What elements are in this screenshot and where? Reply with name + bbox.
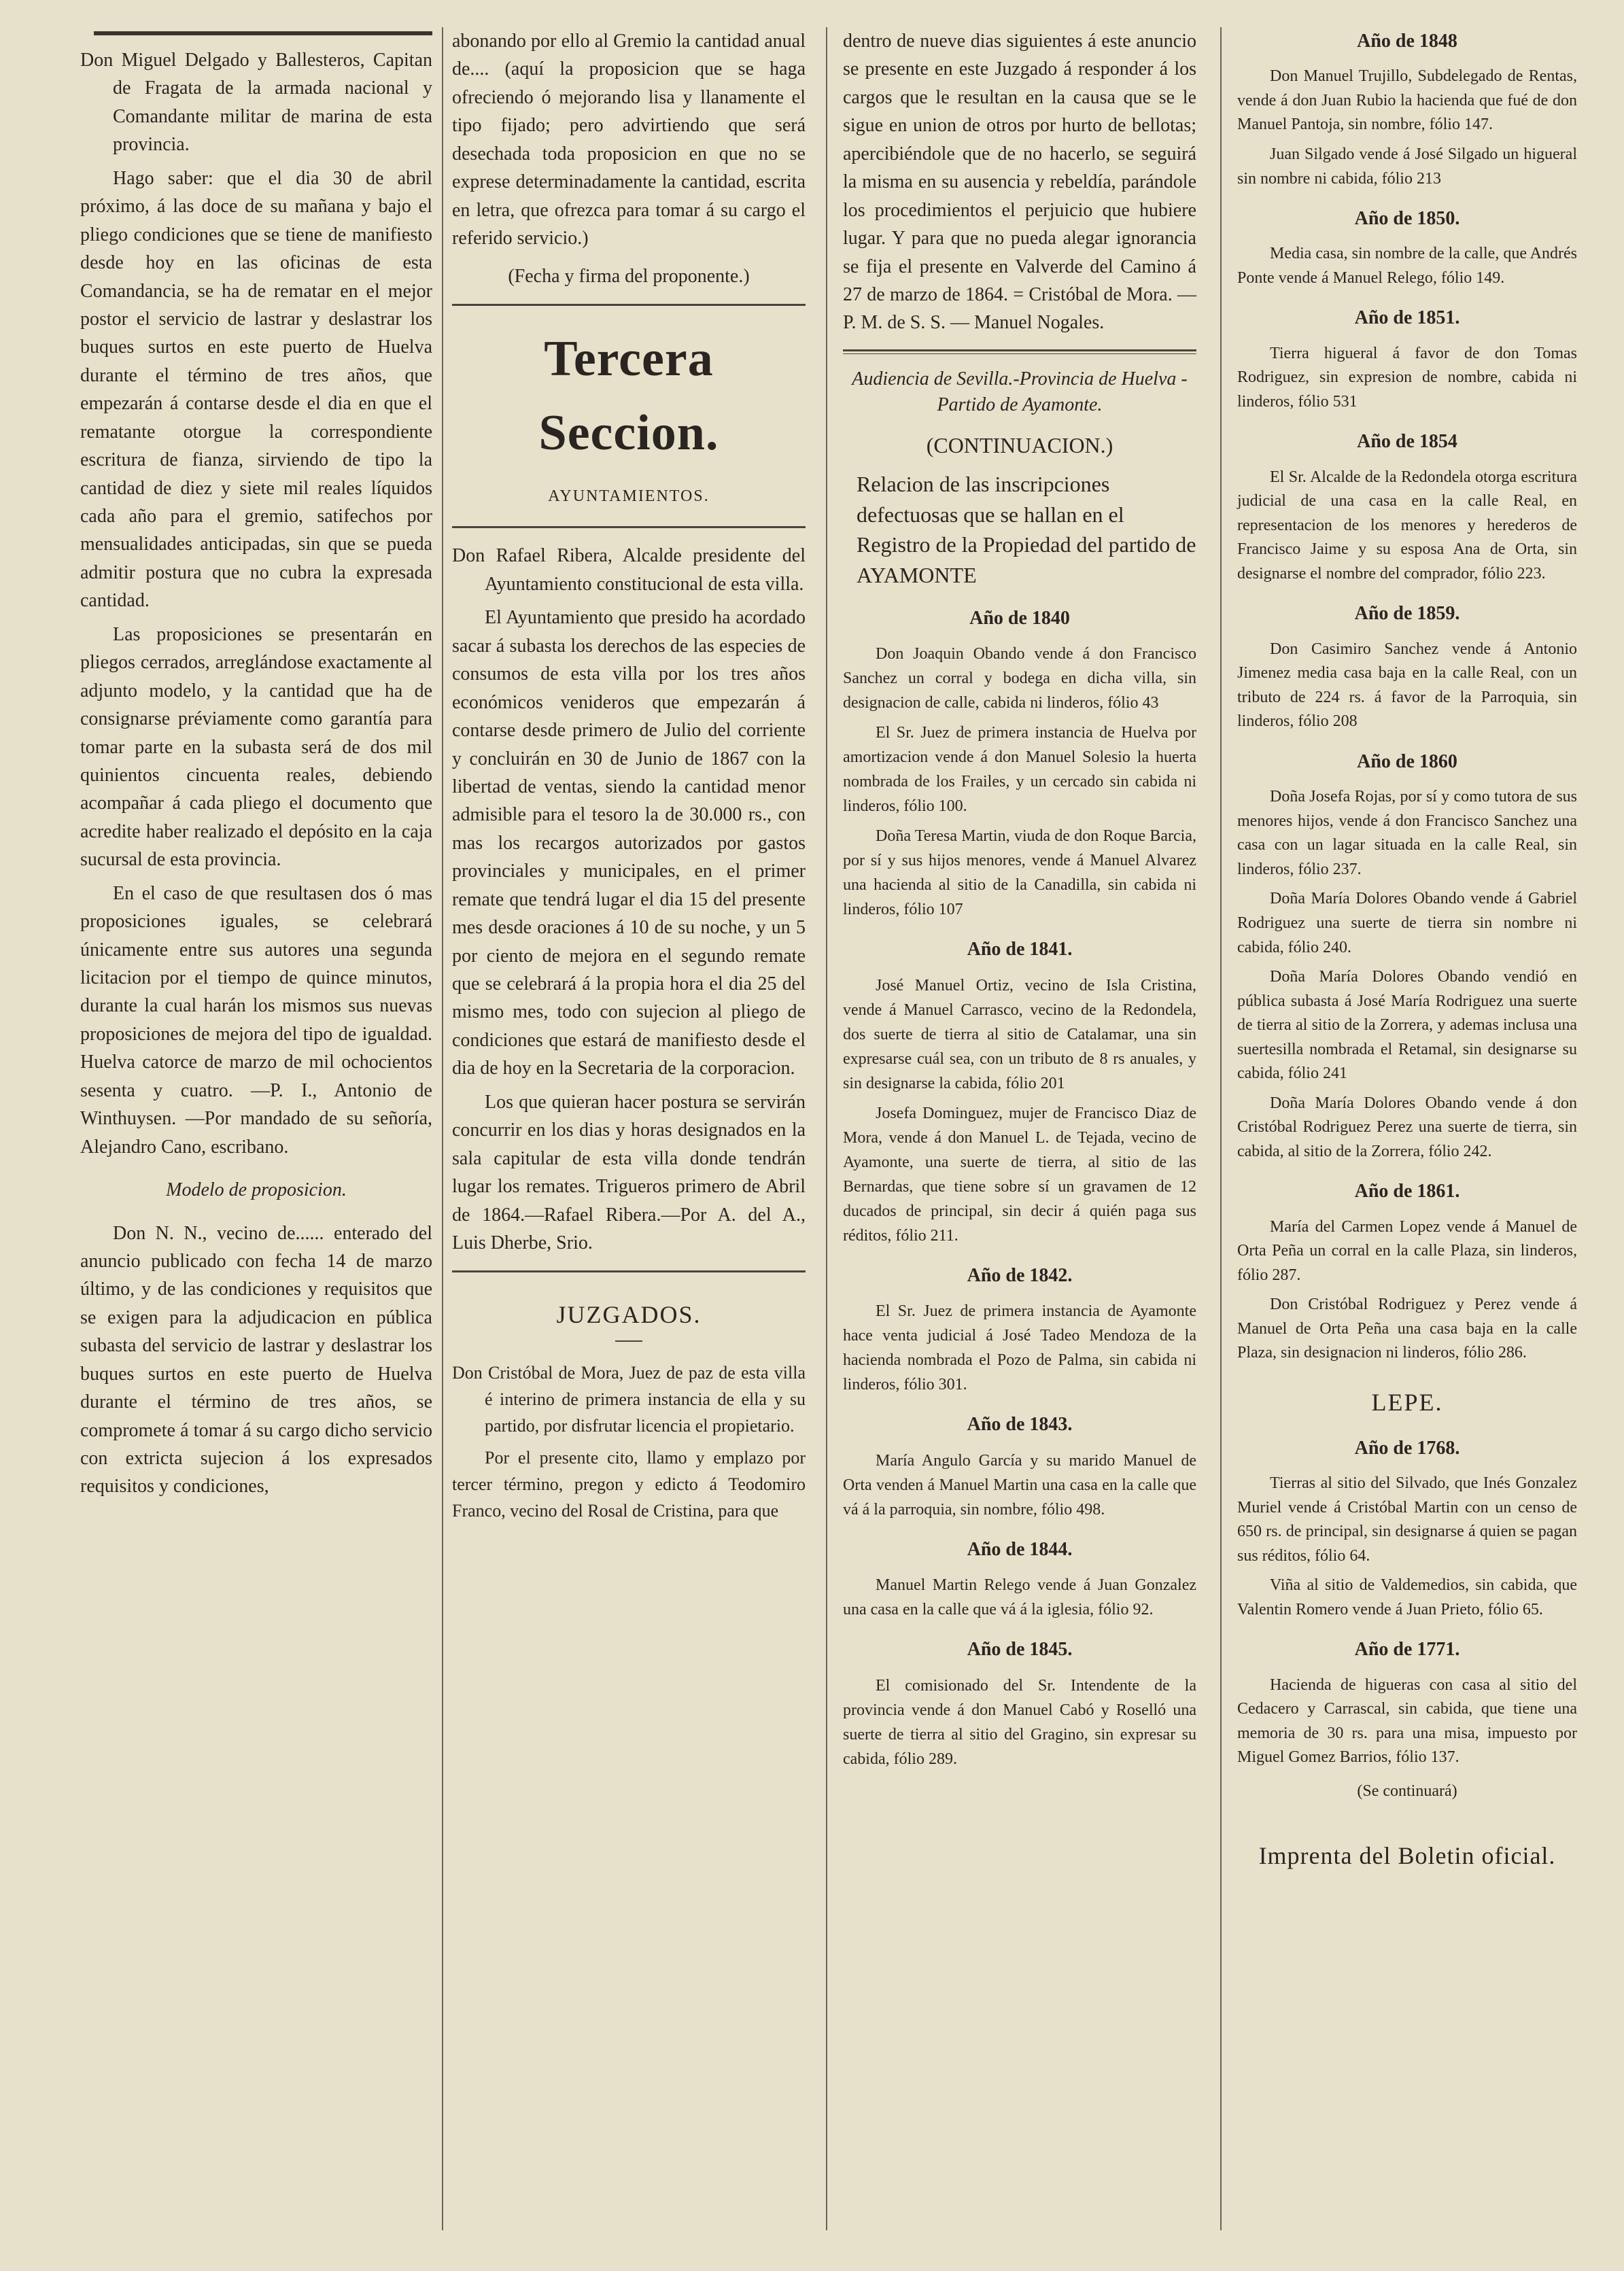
modelo-title: Modelo de proposicion.: [166, 1179, 347, 1201]
registry-entry: Don Casimiro Sanchez vende á Antonio Jimenez media casa baja en la calle Real, con un tributo de 224 rs. á favor de la Parroquia, sin linderos, fólio 208: [1237, 640, 1577, 731]
registry-entry: Don Manuel Trujillo, Subdelegado de Rentas, vende á don Juan Rubio la hacienda que fué de don Manuel Pantoja, sin nombre, fólio 147.: [1237, 67, 1577, 134]
year-heading: Año de 1768.: [1354, 1437, 1460, 1459]
registry-entry: María Angulo García y su marido Manuel de Orta venden á Manuel Martin una casa en la calle que vá á la parroquia, sin nombre, fólio 498.: [843, 1451, 1196, 1519]
year-heading: Año de 1840: [969, 607, 1070, 629]
ayuntamiento-notice: El Ayuntamiento que presido ha acordado sacar á subasta los derechos de las especies de consumos de esta villa por los tres años económicos venideros que empezarán á contarse desde primero de Julio del corriente y concluirán en 30 de Junio de 1867 con la libertad de ventas, siendo la cantidad menor admisible para el tesoro la de 30.000 rs., con mas los recargos autorizados por gastos provinciales y municipales, en el primer remate que tendrá lugar el dia 15 del presente mes desde oraciones á 10 de su noche, y un 5 por ciento de mejora en el segundo remate que se celebrará á la propia hora el dia 25 del mismo mes, todo con sujecion al pliego de condiciones que estará de manifiesto desde el dia de hoy en la Secretaria de la corporacion.: [452, 607, 806, 1079]
section-title: Tercera Seccion.: [538, 330, 719, 462]
year-heading: Año de 1854: [1357, 431, 1457, 453]
registry-entry: Doña María Dolores Obando vende á don Cristóbal Rodriguez Perez una suerte de tierra, sin cabida, al sitio de la Zorrera, fólio 242.: [1237, 1094, 1577, 1160]
registry-entry: Josefa Dominguez, mujer de Francisco Diaz de Mora, vende á don Manuel L. de Tejada, vecino de Ayamonte, una suerte de tierra, al sitio de las Bernardas, que tiene sobre sí un gravamen de 12 ducados de principal, sin decir á quién paga sus réditos, fólio 211.: [843, 1104, 1196, 1245]
registry-entry: El Sr. Juez de primera instancia de Ayamonte hace venta judicial á José Tadeo Mendoza de la hacienda nombrada el Pozo de Palma, sin cabida ni linderos, fólio 301.: [843, 1302, 1196, 1394]
year-heading: Año de 1850.: [1354, 208, 1460, 230]
divider: [452, 526, 806, 528]
registry-entry: Tierra higueral á favor de don Tomas Rodriguez, sin expresion de nombre, cabida ni linderos, fólio 531: [1237, 344, 1577, 411]
registry-entry: Viña al sitio de Valdemedios, sin cabida, que Valentin Romero vende á Juan Prieto, fólio 65.: [1237, 1576, 1577, 1618]
comandancia-notice: Hago saber: que el dia 30 de abril próximo, á las doce de su mañana y bajo el pliego condiciones que se tiene de manifiesto desde hoy en las oficinas de esta Comandancia, se ha de rematar en el mejor postor el servicio de lastrar y deslastrar los buques surtos en este puerto de Huelva durante el término de tres años, que empezarán á contarse desde el dia en que el rematante otorgue la correspondiente escritura de fianza, sirviendo de tipo la cantidad de diez y siete mil reales líquidos cada año para el gremio, satifechos por mensualidades anticipadas, sin que se pueda admitir postura que no cubra la expresada cantidad.: [80, 167, 432, 612]
continuacion-label: (CONTINUACION.): [926, 433, 1113, 458]
registry-entry: Doña Teresa Martin, viuda de don Roque Barcia, por sí y sus hijos menores, vende á Manuel Alvarez una hacienda al sitio de la Canadilla, sin cabida ni linderos, fólio 107: [843, 827, 1196, 919]
year-heading: Año de 1859.: [1354, 603, 1460, 625]
registry-entry: Doña Josefa Rojas, por sí y como tutora de sus menores hijos, vende á don Francisco Sanchez una casa con un lagar situada en la calle Real, sin linderos, fólio 237.: [1237, 788, 1577, 878]
divider: [452, 304, 806, 306]
year-heading: Año de 1841.: [967, 939, 1073, 960]
fecha-firma: (Fecha y firma del proponente.): [508, 265, 750, 287]
registry-entry: Doña María Dolores Obando vende á Gabriel Rodriguez una suerte de tierra sin nombre ni cabida, fólio 240.: [1237, 890, 1577, 956]
year-heading: Año de 1844.: [967, 1538, 1073, 1560]
year-heading: Año de 1843.: [967, 1414, 1073, 1436]
year-heading: Año de 1845.: [967, 1639, 1073, 1661]
top-rule: [94, 31, 432, 35]
registry-entry: El Sr. Juez de primera instancia de Huelva por amortizacion vende á don Manuel Solesio la huerta nombrada de los Frailes, y un cercado sin cabida ni linderos, fólio 100.: [843, 724, 1196, 816]
registry-entry: El comisionado del Sr. Intendente de la provincia vende á don Manuel Cabó y Roselló una suerte de tierra al sitio del Gragino, sin expresar su cabida, fólio 289.: [843, 1676, 1196, 1768]
comandancia-heading: Don Miguel Delgado y Ballesteros, Capitan de Fragata de la armada nacional y Comandante militar de marina de esta provincia.: [80, 50, 432, 156]
comandancia-ties: En el caso de que resultasen dos ó mas proposiciones iguales, se celebrará únicamente entre sus autores una segunda licitacion por el tiempo de quince minutos, durante la cual harán los mismos sus nuevas proposiciones de mejora del tipo de igualdad. Huelva catorce de marzo de mil ochocientos sesenta y cuatro. —P. I., Antonio de Winthuysen. —Por mandado de su señoría, Alejandro Cano, escribano.: [80, 882, 432, 1158]
continuara-note: (Se continuará): [1357, 1782, 1457, 1800]
column-rule-2: [826, 27, 827, 2230]
registry-entry: Juan Silgado vende á José Silgado un higueral sin nombre ni cabida, fólio 213: [1237, 145, 1577, 188]
year-heading: Año de 1851.: [1354, 307, 1460, 329]
edict-continued: dentro de nueve dias siguientes á este anuncio se presente en este Juzgado á responder á los cargos que le resultan en la causa que se le sigue en union de otros por hurto de bellotas; apercibiéndole que de no hacerlo, se seguirá la misma en su ausencia y rebeldía, parándole los procedimientos el perjuicio que hubiere lugar. Y para que no pueda alegar ignorancia se fija el presente en Valverde del Camino á 27 de marzo de 1864. = Cristóbal de Mora. — P. M. de S. S. — Manuel Nogales.: [843, 31, 1196, 334]
column-3: [843, 27, 1196, 2244]
year-heading: Año de 1771.: [1354, 1639, 1460, 1661]
registry-entry: Don Joaquin Obando vende á don Francisco Sanchez un corral y bodega en dicha villa, sin designacion de calle, cabida ni linderos, fólio 43: [843, 645, 1196, 712]
registry-entry: El Sr. Alcalde de la Redondela otorga escritura judicial de una casa en la calle Real, en representacion de los menores y herederos de Francisco Jaime y su esposa Ana de Orta, sin designarse el nombre del comprador, fólio 223.: [1237, 468, 1577, 583]
registry-entry: Manuel Martin Relego vende á Juan Gonzalez una casa en la calle que vá á la iglesia, fólio 92.: [843, 1576, 1196, 1619]
column-rule-3: [1220, 27, 1222, 2230]
divider: [452, 1270, 806, 1272]
registry-entry: Tierras al sitio del Silvado, que Inés Gonzalez Muriel vende á Cristóbal Martin con un censo de 650 rs. de principal, sin designarse á quien se pagan sus réditos, fólio 64.: [1237, 1474, 1577, 1565]
registry-entry: María del Carmen Lopez vende á Manuel de Orta Peña un corral en la calle Plaza, sin linderos, fólio 287.: [1237, 1217, 1577, 1284]
column-1: [80, 27, 432, 2244]
column-2: [452, 27, 806, 2244]
juzgados-heading: JUZGADOS.: [556, 1301, 702, 1329]
modelo-text: Don N. N., vecino de...... enterado del anuncio publicado con fecha 14 de marzo último, y de las condiciones y requisitos que se exigen para la adjudicacion en pública subasta del servicio de lastrar y deslastrar los buques surtos en este puerto de Huelva durante el término de tres años, se compromete á tomar á su cargo dicho servicio con extricta sujecion á los expresados requisitos y condiciones,: [80, 1222, 432, 1497]
column-rule-1: [442, 27, 443, 2230]
short-divider: [615, 1340, 642, 1342]
modelo-continued: abonando por ello al Gremio la cantidad anual de.... (aquí la proposicion que se haga ofreciendo ó mejorando lisa y llanamente el tipo fijado; pero advirtiendo que será desechada toda proposicion en que no se exprese determinadamente la cantidad, escrita en letra, que ofrezca para tomar á su cargo el referido servicio.): [452, 31, 806, 249]
registry-entry: Don Cristóbal Rodriguez y Perez vende á Manuel de Orta Peña una casa baja en la calle Plaza, sin designacion ni linderos, fólio 286.: [1237, 1296, 1577, 1362]
divider: [843, 349, 1196, 354]
registry-entry: Media casa, sin nombre de la calle, que Andrés Ponte vende á Manuel Relego, fólio 149.: [1237, 245, 1577, 287]
comandancia-proposals: Las proposiciones se presentarán en pliegos cerrados, arreglándose exactamente al adjunto modelo, y la cantidad que ha de consignarse préviamente como garantía para tomar parte en la subasta será de dos mil quinientos cincuenta reales, debiendo acompañar á cada pliego el documento que acredite haber realizado el depósito en la caja sucursal de esta provincia.: [80, 623, 432, 871]
audiencia-title: Audiencia de Sevilla.-Provincia de Huelva -Partido de Ayamonte.: [852, 368, 1188, 415]
juzgado-edict: Por el presente cito, llamo y emplazo por tercer término, pregon y edicto á Teodomiro Franco, vecino del Rosal de Cristina, para que: [452, 1447, 806, 1521]
ayuntamientos-heading: AYUNTAMIENTOS.: [548, 487, 710, 505]
alcalde-heading: Don Rafael Ribera, Alcalde presidente del Ayuntamiento constitucional de esta villa.: [452, 545, 806, 595]
registry-entry: José Manuel Ortiz, vecino de Isla Cristina, vende á Manuel Carrasco, vecino de la Redondela, dos suerte de tierra al sitio de Catalamar, una sin expresarse cuál sea, con un tributo de 8 rs anuales, y sin designarse la cabida, fólio 201: [843, 976, 1196, 1092]
year-heading: Año de 1861.: [1354, 1181, 1460, 1202]
year-heading: Año de 1860: [1357, 750, 1457, 772]
column-4: [1237, 27, 1577, 2244]
year-heading: Año de 1848: [1357, 31, 1457, 52]
ayuntamiento-closing: Los que quieran hacer postura se servirán concurrir en los dias y horas designados en la sala capitular de esta villa donde tendrán lugar los remates. Trigueros primero de Abril de 1864.—Rafael Ribera.—Por A. del A., Luis Dherbe, Srio.: [452, 1091, 806, 1253]
registry-entry: Doña María Dolores Obando vendió en pública subasta á José María Rodriguez una suerte de tierra al sitio de la Zorrera, y ademas inclusa una suertesilla nombrada el Retamal, sin designarse su cabida, fólio 241: [1237, 968, 1577, 1083]
year-heading: Año de 1842.: [967, 1264, 1073, 1286]
imprenta-footer: Imprenta del Boletin oficial.: [1258, 1841, 1556, 1869]
lepe-heading: LEPE.: [1371, 1388, 1443, 1416]
juez-heading: Don Cristóbal de Mora, Juez de paz de esta villa é interino de primera instancia de ella y su partido, por disfrutar licencia el propietario.: [452, 1362, 806, 1436]
relacion-title: Relacion de las inscripciones defectuosas que se hallan en el Registro de la Propiedad del partido de AYAMONTE: [857, 471, 1196, 588]
registry-entry: Hacienda de higueras con casa al sitio del Cedacero y Carrascal, sin cabida, que tiene una memoria de 30 rs. para una misa, impuesto por Miguel Gomez Barrios, fólio 137.: [1237, 1676, 1577, 1767]
